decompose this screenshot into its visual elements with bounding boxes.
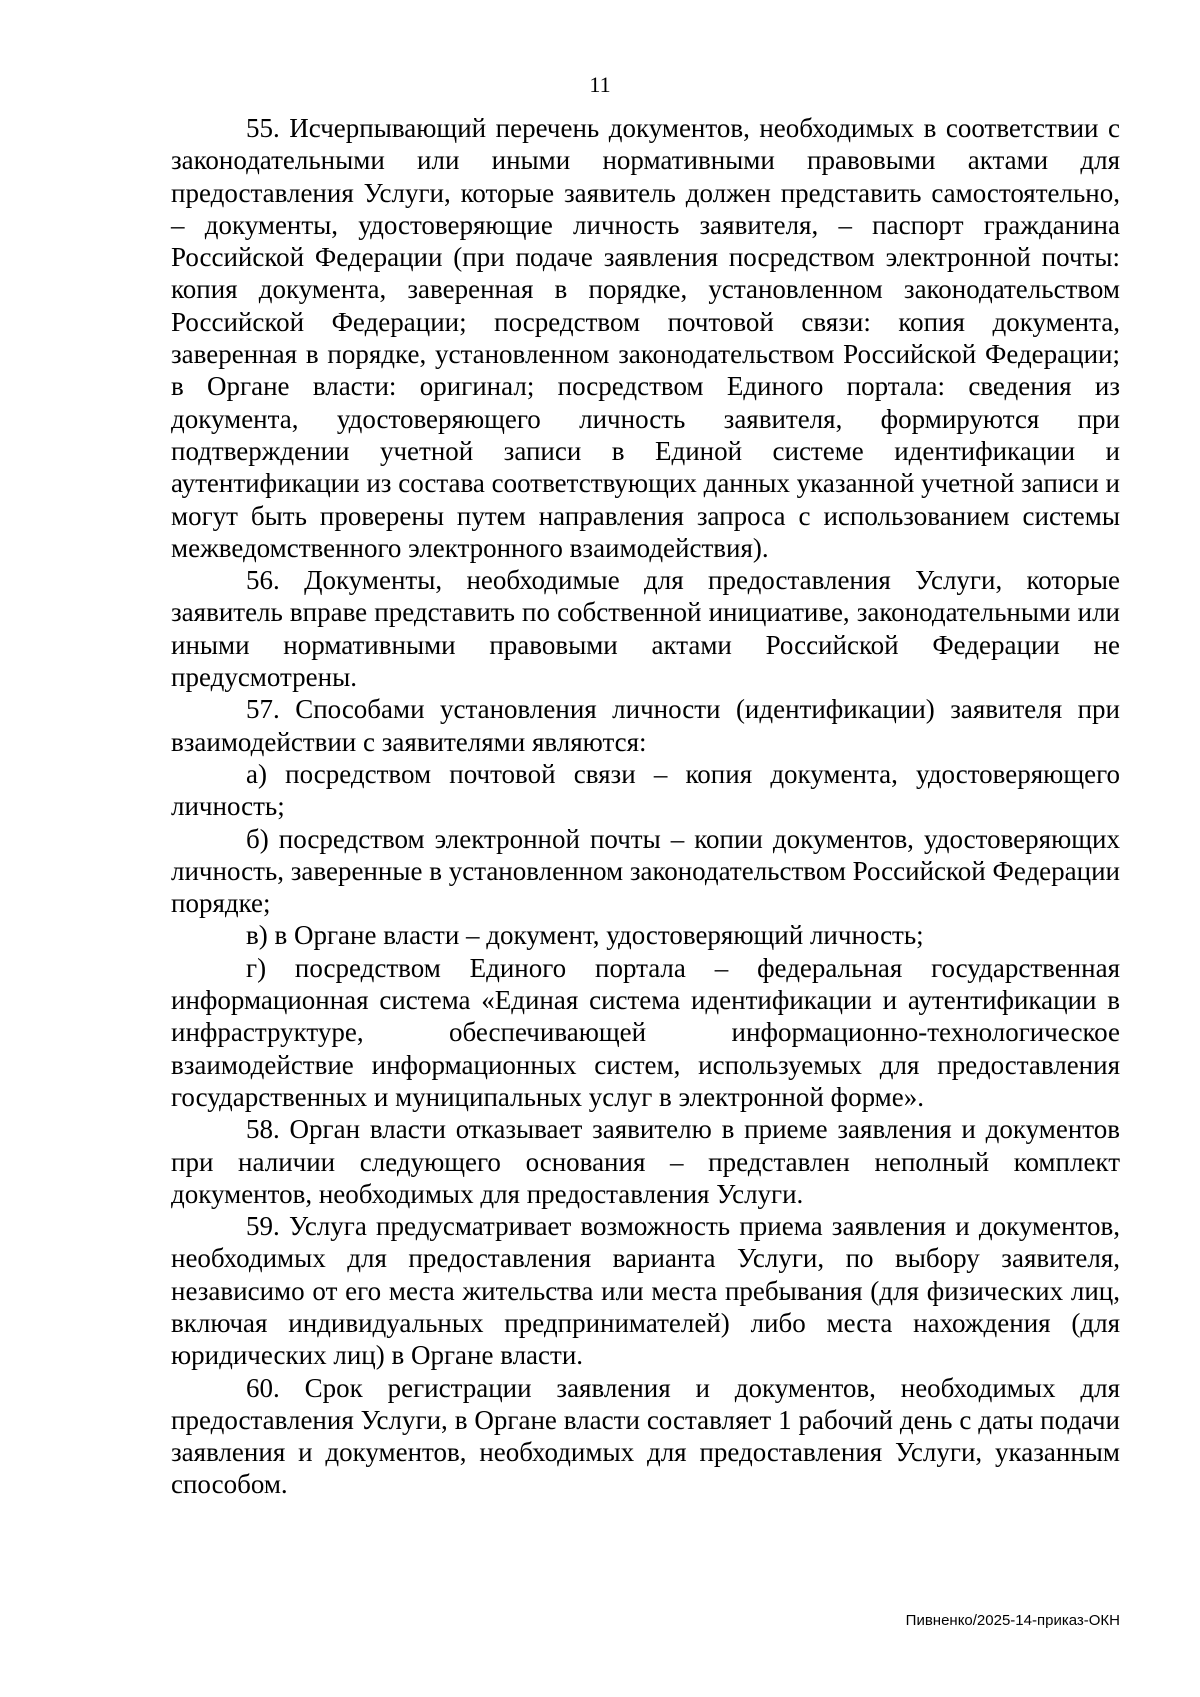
paragraph-60: 60. Срок регистрации заявления и документов, необходимых для предоставления Услуги, в Органе власти составляет 1 рабочий день с даты подачи заявления и документов, необходимых для предоставления Услуги, указанным способом. xyxy=(171,1372,1120,1500)
paragraph-55: 55. Исчерпывающий перечень документов, необходимых в соответствии с законодательными или иными нормативными правовыми актами для предоставления Услуги, которые заявитель должен представить самостоятельно, – документы, удостоверяющие личность заявителя, – паспорт гражданина Российской Федерации (при подаче заявления посредством электронной почты: копия документа, заверенная в порядке, установленном законодательством Российской Федерации; посредством почтовой связи: копия документа, заверенная в порядке, установленном законодательством Российской Федерации; в Органе власти: оригинал; посредством Единого портала: сведения из документа, удостоверяющего личность заявителя, формируются при подтверждении учетной записи в Единой системе идентификации и аутентификации из состава соответствующих данных указанной учетной записи и могут быть проверены путем направления запроса с использованием системы межведомственного электронного взаимодействия). xyxy=(171,113,1120,563)
paragraph-57: 57. Способами установления личности (идентификации) заявителя при взаимодействии с заявителями являются: xyxy=(171,694,1120,757)
document-body xyxy=(171,112,1120,1501)
paragraph-56: 56. Документы, необходимые для предоставления Услуги, которые заявитель вправе представить по собственной инициативе, законодательными или иными нормативными правовыми актами Российской Федерации не предусмотрены. xyxy=(171,565,1120,693)
page-number: 11 xyxy=(589,72,611,97)
paragraph-57-item-v: в) в Органе власти – документ, удостоверяющий личность; xyxy=(246,920,924,951)
footer-document-code: Пивненко/2025-14-приказ-ОКН xyxy=(905,1612,1120,1629)
paragraph-57-item-g: г) посредством Единого портала – федеральная государственная информационная система «Единая система идентификации и аутентификации в инфраструктуре, обеспечивающей информационно-технологическое взаимодействие информационных систем, используемых для предоставления государственных и муниципальных услуг в электронной форме». xyxy=(171,952,1120,1112)
paragraph-57-item-a: а) посредством почтовой связи – копия документа, удостоверяющего личность; xyxy=(171,758,1120,822)
paragraph-58: 58. Орган власти отказывает заявителю в приеме заявления и документов при наличии следующего основания – представлен неполный комплект документов, необходимых для предоставления Услуги. xyxy=(171,1114,1120,1209)
paragraph-59: 59. Услуга предусматривает возможность приема заявления и документов, необходимых для предоставления варианта Услуги, по выбору заявителя, независимо от его места жительства или места пребывания (для физических лиц, включая индивидуальных предпринимателей) либо места нахождения (для юридических лиц) в Органе власти. xyxy=(171,1211,1120,1371)
paragraph-57-item-b: б) посредством электронной почты – копии документов, удостоверяющих личность, заверенные в установленном законодательством Российской Федерации порядке; xyxy=(171,823,1120,919)
